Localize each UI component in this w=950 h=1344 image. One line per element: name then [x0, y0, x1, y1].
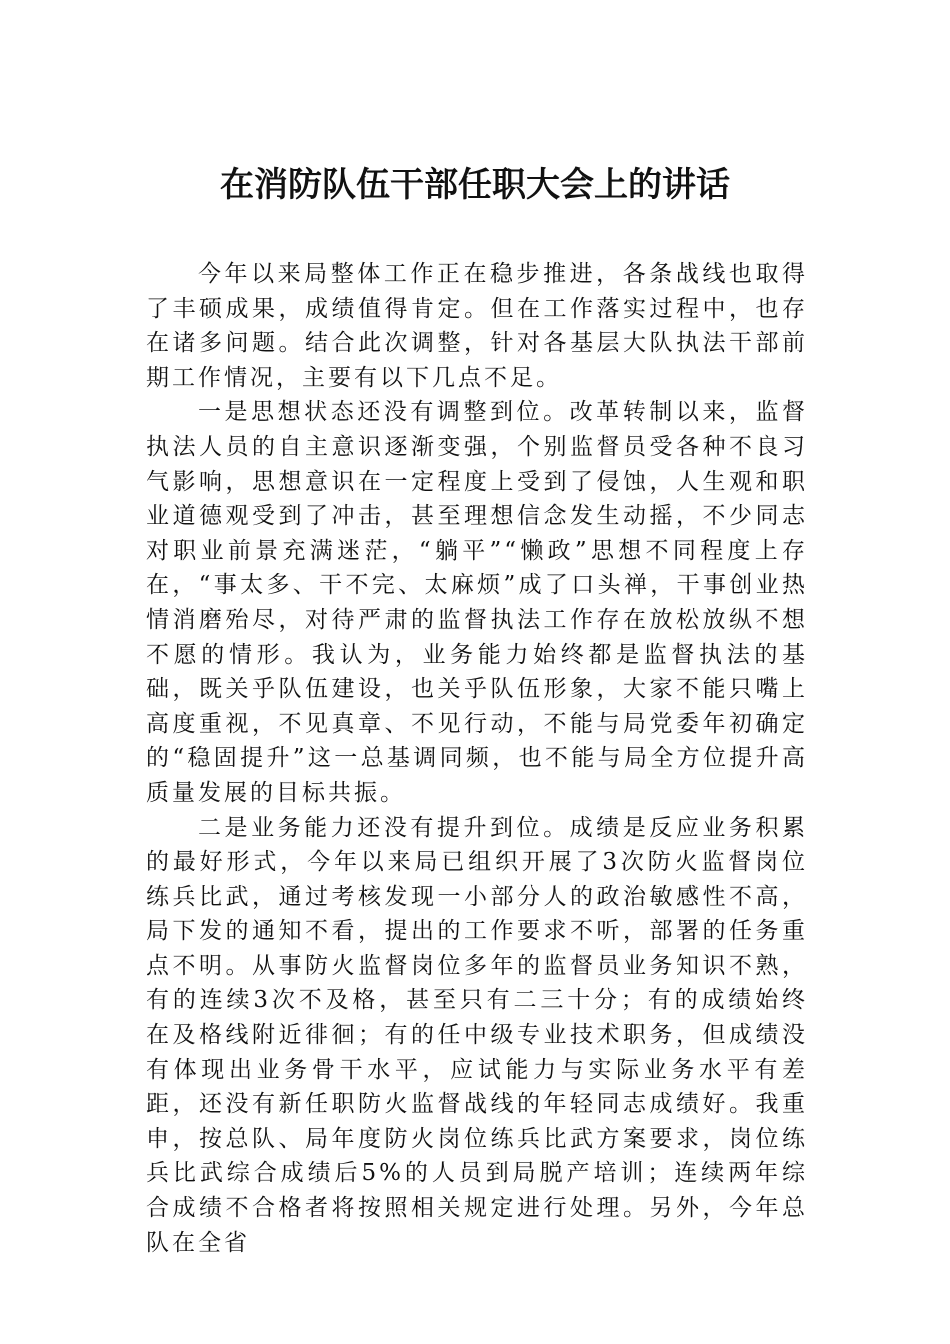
paragraph-point-one: 一是思想状态还没有调整到位。改革转制以来，监督执法人员的自主意识逐渐变强，个别监督员受各种不良习气影响，思想意识在一定程度上受到了侵蚀，人生观和职业道德观受到了冲击，甚至理想信念发生动摇，不少同志对职业前景充满迷茫，“躺平”“懒政”思想不同程度上存在，“事太多、干不完、太麻烦”成了口头禅，干事创业热情消磨殆尽，对待严肃的监督执法工作存在放松放纵不想不愿的情形。我认为，业务能力始终都是监督执法的基础，既关乎队伍建设，也关乎队伍形象，大家不能只嘴上高度重视，不见真章、不见行动，不能与局党委年初确定的“稳固提升”这一总基调同频，也不能与局全方位提升高质量发展的目标共振。: [146, 399, 808, 806]
document-title: 在消防队伍干部任职大会上的讲话: [220, 165, 730, 205]
paragraph-intro: 今年以来局整体工作正在稳步推进，各条战线也取得了丰硕成果，成绩值得肯定。但在工作落实过程中，也存在诸多问题。结合此次调整，针对各基层大队执法干部前期工作情况，主要有以下几点不足。: [146, 261, 808, 391]
document-body: [146, 257, 808, 1260]
paragraph-point-two: 二是业务能力还没有提升到位。成绩是反应业务积累的最好形式，今年以来局已组织开展了3次防火监督岗位练兵比武，通过考核发现一小部分人的政治敏感性不高，局下发的通知不看，提出的工作要求不听，部署的任务重点不明。从事防火监督岗位多年的监督员业务知识不熟，有的连续3次不及格，甚至只有二三十分；有的成绩始终在及格线附近徘徊；有的任中级专业技术职务，但成绩没有体现出业务骨干水平，应试能力与实际业务水平有差距，还没有新任职防火监督战线的年轻同志成绩好。我重申，按总队、局年度防火岗位练兵比武方案要求，岗位练兵比武综合成绩后5%的人员到局脱产培训；连续两年综合成绩不合格者将按照相关规定进行处理。另外，今年总队在全省: [146, 814, 808, 1256]
